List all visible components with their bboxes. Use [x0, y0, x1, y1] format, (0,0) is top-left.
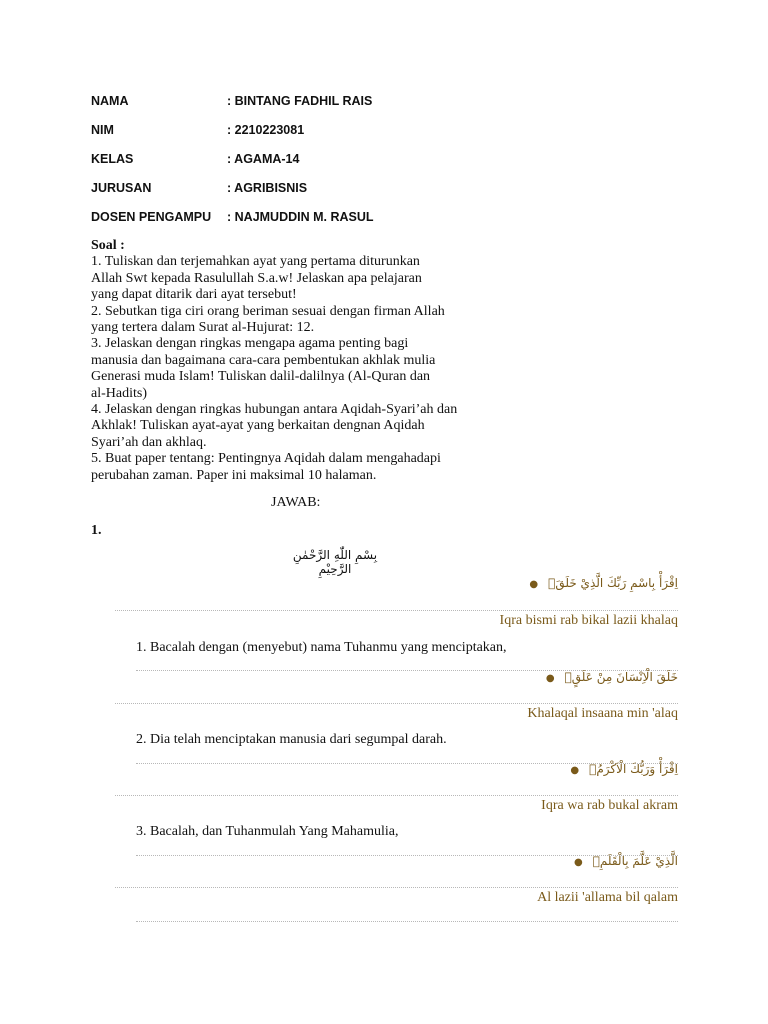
arabic-text: اِقْرَأْ وَرَبُّكَ الْاَكْرَمُۙ [589, 762, 678, 776]
verse-translit-2: Khalaqal insaana min 'alaq [527, 706, 678, 721]
verse-arabic-1 [529, 576, 678, 590]
verse-meaning-1: 1. Bacalah dengan (menyebut) nama Tuhanmu yang menciptakan, [136, 640, 507, 655]
basmala-text: بِسْمِ اللّٰهِ الرَّحْمٰنِ الرَّحِيْمِ [292, 548, 378, 576]
soal-line: 1. Tuliskan dan terjemahkan ayat yang pertama diturunkan [91, 254, 420, 270]
bullet-icon: ● [545, 673, 555, 684]
soal-line: Syari’ah dan akhlaq. [91, 434, 207, 450]
info-value: : AGRIBISNIS [227, 181, 308, 195]
verse-translit-1: Iqra bismi rab bikal lazii khalaq [499, 613, 678, 628]
info-label: KELAS [91, 152, 134, 166]
soal-section [91, 238, 471, 484]
info-value: : BINTANG FADHIL RAIS [227, 94, 373, 108]
soal-title: Soal : [91, 238, 125, 253]
answer-number: 1. [91, 523, 102, 538]
info-label: NAMA [91, 94, 129, 108]
soal-line: 2. Sebutkan tiga ciri orang beriman sesuai dengan firman Allah [91, 303, 445, 319]
dotted-divider [115, 795, 678, 796]
verse-meaning-3: 3. Bacalah, dan Tuhanmulah Yang Mahamulia, [136, 824, 399, 839]
info-label: DOSEN PENGAMPU [91, 210, 212, 224]
soal-line: Generasi muda Islam! Tuliskan dalil-dalilnya (Al-Quran dan [91, 369, 431, 385]
soal-line: yang tertera dalam Surat al-Hujurat: 12. [91, 320, 315, 336]
arabic-text: خَلَقَ الْاِنْسَانَ مِنْ عَلَقٍۚ [564, 670, 678, 684]
arabic-text: اِقْرَأْ بِاسْمِ رَبِّكَ الَّذِيْ خَلَقَۚ [548, 576, 678, 590]
bullet-icon: ● [570, 765, 580, 776]
dotted-divider [136, 921, 678, 922]
jawab-title: JAWAB: [271, 495, 321, 510]
dotted-divider [115, 610, 678, 611]
soal-line: yang dapat ditarik dari ayat tersebut! [91, 287, 297, 303]
soal-line: manusia dan bagaimana cara-cara pembentukan akhlak mulia [91, 352, 436, 368]
bullet-icon: ● [529, 579, 539, 590]
verse-translit-3: Iqra wa rab bukal akram [541, 798, 678, 813]
soal-line: 3. Jelaskan dengan ringkas mengapa agama penting bagi [91, 336, 409, 352]
verse-arabic-3 [570, 762, 678, 776]
soal-line: Akhlak! Tuliskan ayat-ayat yang berkaitan dengnan Aqidah [91, 418, 425, 434]
verse-translit-4: Al lazii 'allama bil qalam [537, 890, 678, 905]
info-value: : 2210223081 [227, 123, 305, 137]
soal-line: 4. Jelaskan dengan ringkas hubungan antara Aqidah-Syari’ah dan [91, 402, 458, 418]
soal-line: Allah Swt kepada Rasulullah S.a.w! Jelaskan apa pelajaran [91, 270, 422, 286]
soal-line: perubahan zaman. Paper ini maksimal 10 halaman. [91, 467, 377, 483]
verse-arabic-4 [574, 854, 678, 868]
dotted-divider [115, 887, 678, 888]
verse-arabic-2 [546, 670, 678, 684]
verse-meaning-2: 2. Dia telah menciptakan manusia dari segumpal darah. [136, 732, 447, 747]
soal-line: al-Hadits) [91, 385, 147, 401]
info-label: NIM [91, 123, 114, 137]
arabic-text: الَّذِيْ عَلَّمَ بِالْقَلَمِۙ [592, 854, 678, 868]
info-value: : NAJMUDDIN M. RASUL [227, 210, 374, 224]
dotted-divider [115, 703, 678, 704]
info-label: JURUSAN [91, 181, 152, 195]
info-value: : AGAMA-14 [227, 152, 300, 166]
bullet-icon: ● [573, 857, 583, 868]
soal-line: 5. Buat paper tentang: Pentingnya Aqidah dalam mengahadapi [91, 451, 441, 467]
